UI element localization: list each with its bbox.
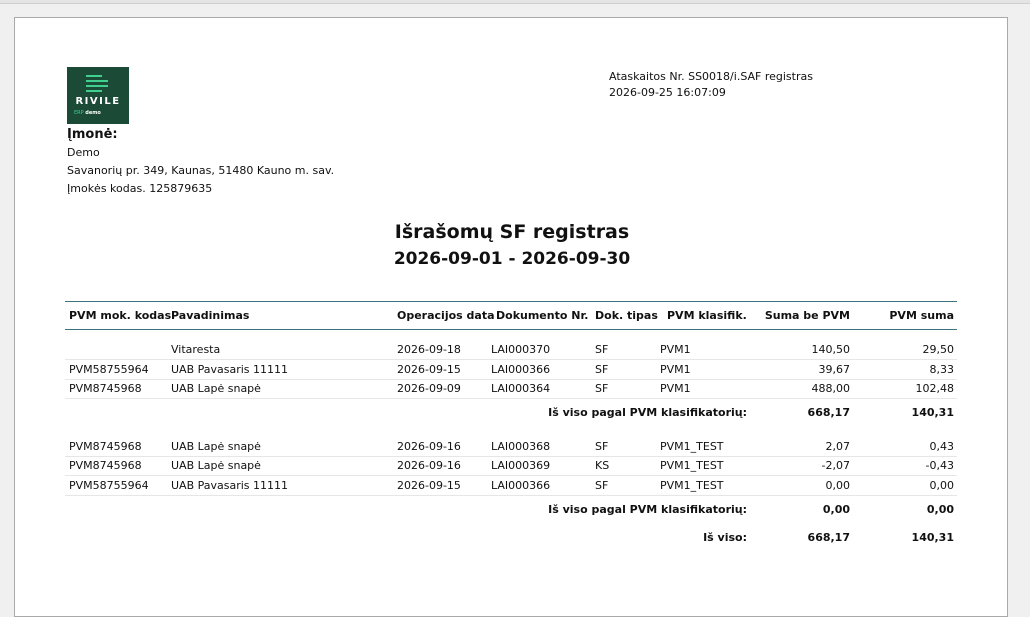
subtotal-vat: 0,00	[926, 503, 954, 516]
col-header-vat-code: PVM mok. kodas	[69, 309, 172, 322]
cell-doc-no: LAI000368	[491, 440, 551, 453]
header-top-rule	[65, 301, 957, 302]
company-name: Demo	[67, 146, 100, 159]
table-header	[65, 306, 957, 325]
cell-name: UAB Lapė snapė	[171, 382, 261, 395]
company-code: Įmokės kodas. 125879635	[67, 182, 213, 195]
grand-total-sum: 668,17	[807, 531, 850, 544]
subtotal-label: Iš viso pagal PVM klasifikatorių:	[548, 406, 747, 419]
cell-vat-class: PVM1_TEST	[660, 479, 724, 492]
logo-brand: RIVILE	[75, 96, 121, 107]
cell-doc-type: SF	[595, 382, 609, 395]
cell-vat-code: PVM58755964	[69, 479, 149, 492]
cell-doc-type: SF	[595, 363, 609, 376]
cell-sum: 0,00	[825, 479, 850, 492]
cell-vat-code: PVM8745968	[69, 382, 142, 395]
cell-vat: 0,00	[929, 479, 954, 492]
cell-vat-code: PVM58755964	[69, 363, 149, 376]
cell-doc-type: SF	[595, 343, 609, 356]
col-header-op-date: Operacijos data	[397, 309, 495, 322]
company-address: Savanorių pr. 349, Kaunas, 51480 Kauno m. sav.	[67, 164, 335, 177]
cell-vat: -0,43	[925, 459, 954, 472]
grand-total-label: Iš viso:	[703, 531, 747, 544]
cell-vat-class: PVM1_TEST	[660, 440, 724, 453]
cell-name: UAB Pavasaris 11111	[171, 363, 289, 376]
header-bottom-rule	[65, 329, 957, 330]
cell-op-date: 2026-09-18	[397, 343, 461, 356]
cell-doc-type: SF	[595, 440, 609, 453]
cell-op-date: 2026-09-16	[397, 459, 461, 472]
subtotal-row	[65, 500, 957, 519]
cell-name: UAB Pavasaris 11111	[171, 479, 289, 492]
cell-doc-no: LAI000366	[491, 479, 551, 492]
cell-doc-no: LAI000370	[491, 343, 551, 356]
cell-vat-code: PVM8745968	[69, 459, 142, 472]
report-info	[609, 69, 813, 101]
company-block	[67, 126, 334, 198]
cell-doc-no: LAI000369	[491, 459, 551, 472]
cell-vat-class: PVM1	[660, 343, 691, 356]
table-row	[65, 340, 957, 360]
cell-op-date: 2026-09-15	[397, 479, 461, 492]
col-header-vat-class: PVM klasifik.	[667, 309, 747, 322]
cell-sum: 39,67	[818, 363, 850, 376]
report-title: Išrašomų SF registras	[394, 221, 630, 243]
cell-name: UAB Lapė snapė	[171, 440, 261, 453]
subtotal-sum: 0,00	[822, 503, 850, 516]
grand-total-row	[65, 528, 957, 547]
cell-op-date: 2026-09-15	[397, 363, 461, 376]
cell-name: Vitaresta	[171, 343, 221, 356]
cell-doc-type: KS	[595, 459, 610, 472]
cell-vat: 102,48	[915, 382, 954, 395]
cell-name: UAB Lapė snapė	[171, 459, 261, 472]
cell-vat-code: PVM8745968	[69, 440, 142, 453]
table-row	[65, 379, 957, 399]
subtotal-sum: 668,17	[807, 406, 850, 419]
table-row	[65, 456, 957, 476]
cell-vat: 8,33	[929, 363, 954, 376]
col-header-vat: PVM suma	[889, 309, 954, 322]
cell-doc-type: SF	[595, 479, 609, 492]
report-number: Ataskaitos Nr. SS0018/i.SAF registras	[609, 70, 813, 83]
cell-vat-class: PVM1_TEST	[660, 459, 724, 472]
cell-sum: 140,50	[811, 343, 850, 356]
cell-vat: 29,50	[922, 343, 954, 356]
cell-vat: 0,43	[929, 440, 954, 453]
cell-op-date: 2026-09-09	[397, 382, 461, 395]
viewer-top-bar	[0, 0, 1030, 4]
table-row	[65, 437, 957, 457]
cell-sum: 2,07	[825, 440, 850, 453]
cell-vat-class: PVM1	[660, 363, 691, 376]
company-label: Įmonė:	[67, 127, 118, 142]
table-row	[65, 360, 957, 380]
subtotal-label: Iš viso pagal PVM klasifikatorių:	[548, 503, 747, 516]
table-row	[65, 476, 957, 496]
rivile-logo	[67, 67, 129, 124]
col-header-name: Pavadinimas	[171, 309, 250, 322]
report-datetime: 2026-09-25 16:07:09	[609, 86, 726, 99]
cell-doc-no: LAI000364	[491, 382, 551, 395]
report-period: 2026-09-01 - 2026-09-30	[393, 249, 631, 269]
subtotal-vat: 140,31	[911, 406, 954, 419]
cell-sum: 488,00	[811, 382, 850, 395]
col-header-doc-type: Dok. tipas	[595, 309, 658, 322]
logo-bars-icon	[86, 75, 108, 95]
logo-sub: ERP demo	[74, 110, 101, 116]
report-page	[14, 17, 1008, 617]
col-header-doc-no: Dokumento Nr.	[496, 309, 589, 322]
col-header-sum: Suma be PVM	[764, 309, 850, 322]
cell-doc-no: LAI000366	[491, 363, 551, 376]
cell-op-date: 2026-09-16	[397, 440, 461, 453]
cell-sum: -2,07	[821, 459, 850, 472]
subtotal-row	[65, 403, 957, 422]
grand-total-vat: 140,31	[911, 531, 954, 544]
cell-vat-class: PVM1	[660, 382, 691, 395]
